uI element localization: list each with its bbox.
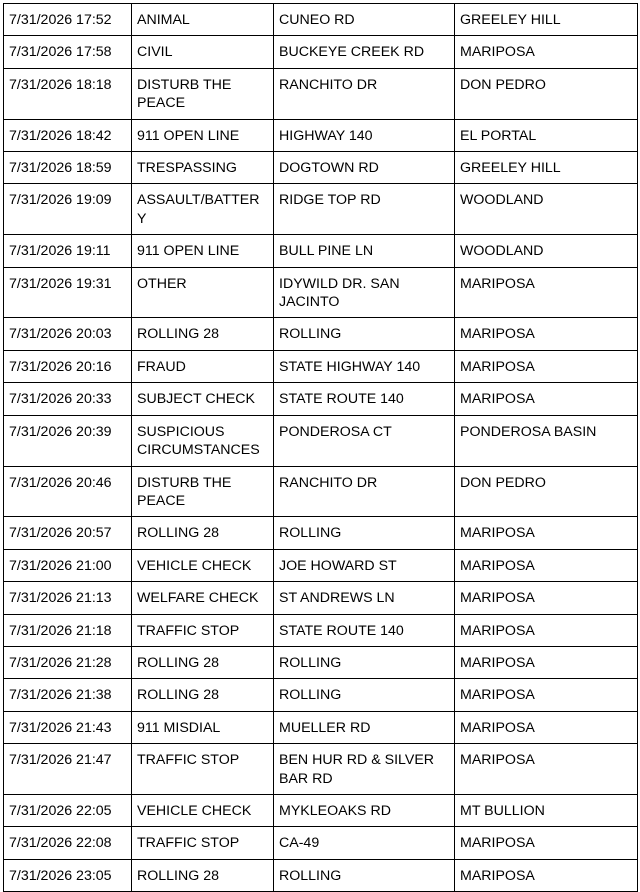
cell-area: MARIPOSA [455, 582, 638, 614]
table-row [4, 794, 638, 826]
table-row [4, 827, 638, 859]
cell-call-type: VEHICLE CHECK [132, 794, 274, 826]
cell-datetime: 7/31/2026 21:47 [4, 744, 132, 795]
table-row [4, 679, 638, 711]
cell-location: DOGTOWN RD [274, 152, 455, 184]
cell-area: WOODLAND [455, 235, 638, 267]
cell-area: MARIPOSA [455, 350, 638, 382]
table-row [4, 68, 638, 119]
cell-datetime: 7/31/2026 21:18 [4, 614, 132, 646]
table-row [4, 119, 638, 151]
cell-call-type: TRAFFIC STOP [132, 614, 274, 646]
cell-location: MYKLEOAKS RD [274, 794, 455, 826]
cell-location: STATE ROUTE 140 [274, 383, 455, 415]
table-row [4, 549, 638, 581]
cell-location: BULL PINE LN [274, 235, 455, 267]
cell-call-type: 911 OPEN LINE [132, 119, 274, 151]
table-row [4, 517, 638, 549]
table-row [4, 646, 638, 678]
cell-area: MARIPOSA [455, 646, 638, 678]
table-row [4, 235, 638, 267]
table-row [4, 744, 638, 795]
cell-area: MARIPOSA [455, 517, 638, 549]
cell-call-type: ROLLING 28 [132, 859, 274, 891]
cell-area: MARIPOSA [455, 36, 638, 68]
cell-area: GREELEY HILL [455, 152, 638, 184]
cell-datetime: 7/31/2026 17:52 [4, 4, 132, 36]
cell-location: CUNEO RD [274, 4, 455, 36]
cell-location: BEN HUR RD & SILVER BAR RD [274, 744, 455, 795]
cell-area: MARIPOSA [455, 614, 638, 646]
cell-datetime: 7/31/2026 17:58 [4, 36, 132, 68]
cell-call-type: ANIMAL [132, 4, 274, 36]
cell-datetime: 7/31/2026 22:05 [4, 794, 132, 826]
cell-datetime: 7/31/2026 21:28 [4, 646, 132, 678]
table-row [4, 614, 638, 646]
cell-call-type: ROLLING 28 [132, 646, 274, 678]
cell-location: ROLLING [274, 646, 455, 678]
table-row [4, 4, 638, 36]
table-row [4, 859, 638, 891]
table-row [4, 466, 638, 517]
cell-call-type: DISTURB THE PEACE [132, 68, 274, 119]
cell-call-type: ROLLING 28 [132, 679, 274, 711]
cell-location: HIGHWAY 140 [274, 119, 455, 151]
cell-location: PONDEROSA CT [274, 415, 455, 466]
table-row [4, 267, 638, 318]
cell-call-type: TRESPASSING [132, 152, 274, 184]
cell-area: MARIPOSA [455, 267, 638, 318]
cell-area: MT BULLION [455, 794, 638, 826]
table-row [4, 711, 638, 743]
cell-datetime: 7/31/2026 19:09 [4, 184, 132, 235]
call-log-table [3, 3, 638, 892]
cell-datetime: 7/31/2026 18:42 [4, 119, 132, 151]
cell-area: MARIPOSA [455, 711, 638, 743]
cell-area: GREELEY HILL [455, 4, 638, 36]
cell-call-type: WELFARE CHECK [132, 582, 274, 614]
cell-location: ROLLING [274, 517, 455, 549]
table-row [4, 36, 638, 68]
cell-datetime: 7/31/2026 19:11 [4, 235, 132, 267]
cell-datetime: 7/31/2026 20:33 [4, 383, 132, 415]
cell-datetime: 7/31/2026 21:43 [4, 711, 132, 743]
cell-call-type: OTHER [132, 267, 274, 318]
cell-datetime: 7/31/2026 20:46 [4, 466, 132, 517]
cell-area: WOODLAND [455, 184, 638, 235]
cell-location: ROLLING [274, 859, 455, 891]
cell-call-type: ASSAULT/BATTERY [132, 184, 274, 235]
table-row [4, 383, 638, 415]
cell-datetime: 7/31/2026 21:38 [4, 679, 132, 711]
call-log-body [4, 4, 638, 892]
cell-call-type: TRAFFIC STOP [132, 827, 274, 859]
cell-location: ROLLING [274, 318, 455, 350]
cell-location: RANCHITO DR [274, 68, 455, 119]
cell-datetime: 7/31/2026 18:18 [4, 68, 132, 119]
cell-call-type: CIVIL [132, 36, 274, 68]
cell-datetime: 7/31/2026 20:39 [4, 415, 132, 466]
cell-datetime: 7/31/2026 18:59 [4, 152, 132, 184]
cell-call-type: FRAUD [132, 350, 274, 382]
cell-location: JOE HOWARD ST [274, 549, 455, 581]
cell-location: STATE ROUTE 140 [274, 614, 455, 646]
cell-location: CA-49 [274, 827, 455, 859]
cell-call-type: SUSPICIOUS CIRCUMSTANCES [132, 415, 274, 466]
cell-location: ROLLING [274, 679, 455, 711]
cell-datetime: 7/31/2026 20:03 [4, 318, 132, 350]
cell-call-type: ROLLING 28 [132, 318, 274, 350]
cell-area: EL PORTAL [455, 119, 638, 151]
cell-datetime: 7/31/2026 20:16 [4, 350, 132, 382]
cell-area: MARIPOSA [455, 744, 638, 795]
cell-call-type: SUBJECT CHECK [132, 383, 274, 415]
table-row [4, 415, 638, 466]
cell-area: PONDEROSA BASIN [455, 415, 638, 466]
cell-location: BUCKEYE CREEK RD [274, 36, 455, 68]
cell-location: STATE HIGHWAY 140 [274, 350, 455, 382]
cell-datetime: 7/31/2026 19:31 [4, 267, 132, 318]
cell-call-type: VEHICLE CHECK [132, 549, 274, 581]
cell-location: ST ANDREWS LN [274, 582, 455, 614]
cell-area: MARIPOSA [455, 679, 638, 711]
cell-location: RANCHITO DR [274, 466, 455, 517]
cell-location: IDYWILD DR. SAN JACINTO [274, 267, 455, 318]
cell-location: MUELLER RD [274, 711, 455, 743]
table-row [4, 318, 638, 350]
cell-datetime: 7/31/2026 20:57 [4, 517, 132, 549]
cell-datetime: 7/31/2026 21:00 [4, 549, 132, 581]
table-row [4, 350, 638, 382]
table-row [4, 152, 638, 184]
cell-area: MARIPOSA [455, 549, 638, 581]
cell-call-type: 911 MISDIAL [132, 711, 274, 743]
table-row [4, 582, 638, 614]
cell-datetime: 7/31/2026 21:13 [4, 582, 132, 614]
cell-datetime: 7/31/2026 22:08 [4, 827, 132, 859]
cell-call-type: DISTURB THE PEACE [132, 466, 274, 517]
table-row [4, 184, 638, 235]
cell-area: DON PEDRO [455, 68, 638, 119]
cell-call-type: 911 OPEN LINE [132, 235, 274, 267]
cell-area: MARIPOSA [455, 383, 638, 415]
cell-area: MARIPOSA [455, 827, 638, 859]
cell-location: RIDGE TOP RD [274, 184, 455, 235]
cell-call-type: TRAFFIC STOP [132, 744, 274, 795]
cell-area: MARIPOSA [455, 859, 638, 891]
cell-datetime: 7/31/2026 23:05 [4, 859, 132, 891]
cell-call-type: ROLLING 28 [132, 517, 274, 549]
cell-area: DON PEDRO [455, 466, 638, 517]
cell-area: MARIPOSA [455, 318, 638, 350]
